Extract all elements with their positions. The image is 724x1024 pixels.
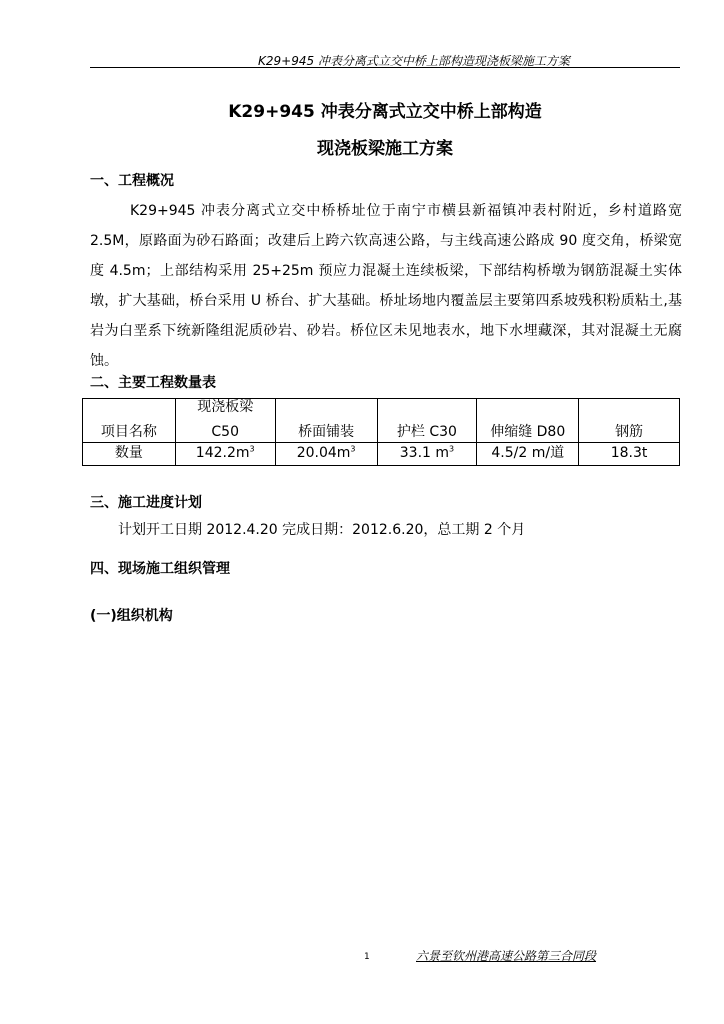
section2-heading: 二、主要工程数量表: [90, 375, 216, 391]
section1-heading: 一、工程概况: [90, 173, 174, 189]
section3-body: 计划开工日期 2012.4.20 完成日期：2012.6.20，总工期 2 个月: [118, 522, 526, 538]
header-rule: [90, 67, 680, 68]
paving-unit-sup: 3: [350, 444, 356, 454]
section4-subheading: (一)组织机构: [90, 608, 173, 624]
section1-body: K29+945 冲表分离式立交中桥桥址位于南宁市横县新福镇冲表村附近，乡村道路宽 2.5M，原路面为砂石路面；改建后上跨六钦高速公路，与主线高速公路成 90 度交角，桥梁宽度 4.5m；上部结构采用 25+25m 预应力混凝土连续板梁，下部结构桥墩为钢筋混凝土实体墩，扩大基础，桥台采用 U 桥台、扩大基础。桥址场地内覆盖层主要第四系坡残积粉质粘土,基岩为白垩系下统新隆组泥质砂岩、砂岩。桥位区未见地表水，地下水埋藏深，其对混凝土无腐蚀。: [90, 203, 682, 369]
table-cell: [477, 443, 579, 466]
table-header-cell: [275, 399, 377, 443]
quantity-table: [82, 398, 680, 466]
header-slab-line1: 现浇板梁: [197, 399, 254, 415]
paving-value: 20.04m: [296, 445, 351, 461]
page-number: 1: [364, 952, 370, 962]
table-row: [83, 443, 680, 466]
table-header-row: [83, 399, 680, 443]
header-joint: 伸缩缝 D80: [490, 424, 566, 440]
table-cell: [579, 443, 680, 466]
c50-unit-sup: 3: [249, 444, 255, 454]
rebar-value: 18.3t: [610, 445, 648, 461]
header-paving: 桥面铺装: [298, 424, 355, 440]
header-rebar: 钢筋: [615, 424, 644, 440]
table-cell: [377, 443, 477, 466]
c50-value: 142.2m: [195, 445, 250, 461]
row-label: 数量: [114, 445, 143, 461]
table-cell: [275, 443, 377, 466]
table-header-cell: [579, 399, 680, 443]
header-slab-line2: C50: [211, 424, 239, 440]
running-header: K29+945 冲表分离式立交中桥上部构造现浇板梁施工方案: [258, 54, 570, 68]
joint-value: 4.5/2 m/道: [491, 445, 565, 461]
section3-heading: 三、施工进度计划: [90, 495, 202, 511]
header-railing: 护栏 C30: [396, 424, 457, 440]
section4-heading: 四、现场施工组织管理: [90, 561, 230, 577]
table-header-cell: [377, 399, 477, 443]
running-footer: 六景至钦州港高速公路第三合同段: [416, 949, 597, 963]
table-header-cell: [477, 399, 579, 443]
document-title-line1: K29+945 冲表分离式立交中桥上部构造: [228, 102, 542, 122]
table-header-cell: [83, 399, 176, 443]
railing-value: 33.1 m: [399, 445, 450, 461]
header-item-name: 项目名称: [100, 424, 157, 440]
table-cell: [175, 443, 275, 466]
table-cell: [83, 443, 176, 466]
railing-unit-sup: 3: [449, 444, 455, 454]
table-header-cell: [175, 399, 275, 443]
document-title-line2: 现浇板梁施工方案: [317, 139, 453, 159]
